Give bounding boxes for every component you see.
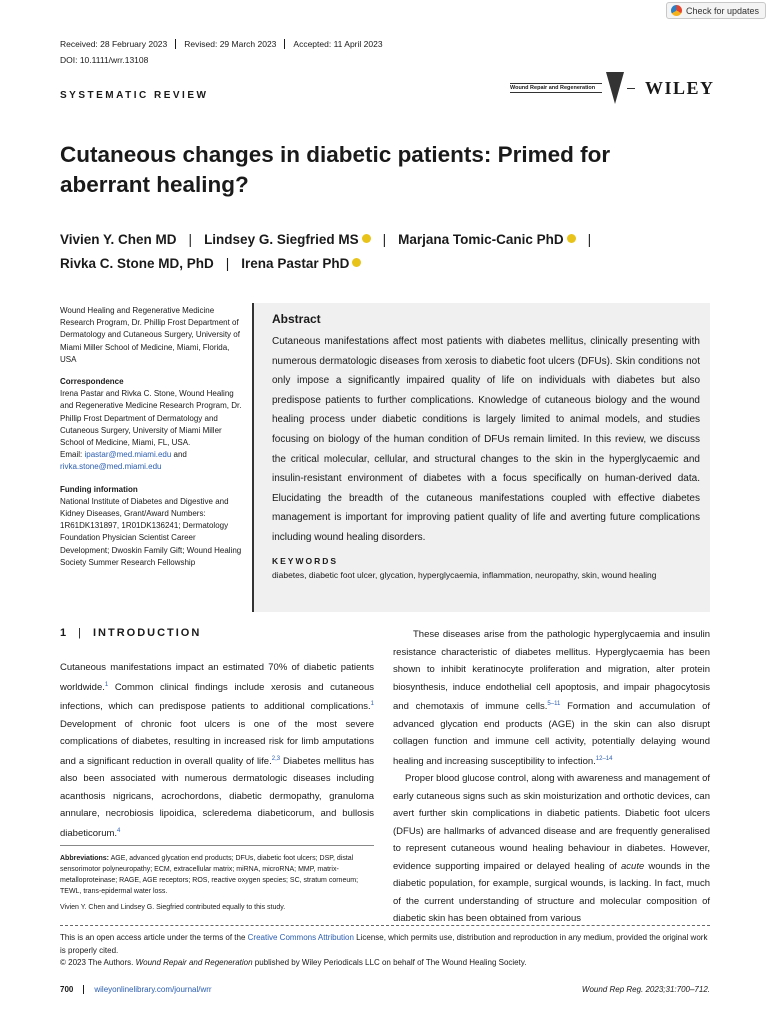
revised-date: Revised: 29 March 2023 [175,39,284,49]
citation-link[interactable]: 4 [117,827,121,834]
check-updates-label: Check for updates [686,5,760,16]
affiliation-sidebar [60,305,245,569]
abstract-heading: Abstract [272,312,321,326]
received-date: Received: 28 February 2023 [60,39,168,49]
check-for-updates-button[interactable] [666,2,766,19]
contribution-footnote: Vivien Y. Chen and Lindsey G. Siegfried contributed equally to this study. [60,904,286,911]
abstract-box [252,303,710,612]
publisher-logo: WILEY [645,77,715,98]
journal-url[interactable]: wileyonlinelibrary.com/journal/wrr [94,985,212,994]
author-name[interactable]: Vivien Y. Chen MD [60,232,177,247]
section-heading-introduction: 1 | INTRODUCTION [60,627,202,639]
logo-triangle-icon [606,72,624,104]
license-link[interactable]: Creative Commons Attribution [247,933,354,942]
correspondence-heading: Correspondence [60,377,124,387]
author-list: Vivien Y. Chen MD | Lindsey G. Siegfried MS | Marjana Tomic-Canic PhD | Rivka C. Stone MD, PhD | Irena Pastar PhD [60,232,592,271]
citation-link[interactable]: 12–14 [595,755,613,762]
citation-link[interactable]: 5–11 [547,701,561,707]
affiliation: Wound Healing and Regenerative Medicine Research Program, Dr. Phillip Frost Department of Dermatology and Cutaneous Surgery, University of Miami Miller School of Medicine, Miami, Florida, USA [60,306,240,364]
orcid-icon[interactable] [362,234,371,243]
author-name[interactable]: Marjana Tomic-Canic PhD [398,232,564,247]
abstract-text: Cutaneous manifestations affect most patients with diabetes mellitus, clinically presenting with numerous dermatologic diseases from xerosis to diabetic foot ulcers (DFUs). Skin conditions not only impose a significantly impaired quality of life on individuals with diabetes but also predispose patients to further complications. Knowledge of cutaneous biology and the wound healing process under diabetic conditions is largely limited to animal models, and studies focusing on biology of the human condition of DFUs remain limited. In this review, we discuss the critical molecular, cellular, and structural changes to the skin in the hyperglycaemic and insulin-resistant environment of diabetes with a focus specifically on human-derived data. Elucidating the breadth of the cutaneous manifestations coupled with effective diabetes management is important for improving patient quality of life and averting future complications including wound healing disorders. [272,336,700,543]
body-column-right [393,626,710,928]
page-number: 700 [60,985,84,994]
citation-link[interactable]: 1 [104,681,109,688]
article-title: Cutaneous changes in diabetic patients: Primed for aberrant healing? [60,142,611,197]
accepted-date: Accepted: 11 April 2023 [284,39,390,49]
email-link[interactable]: rivka.stone@med.miami.edu [60,462,162,472]
orcid-icon[interactable] [567,234,576,243]
citation-line: Wound Rep Reg. 2023;31:700–712. [581,985,710,994]
funding-heading: Funding information [60,484,138,494]
orcid-icon[interactable] [352,258,361,267]
doi: DOI: 10.1111/wrr.13108 [60,55,149,65]
paragraph: Proper blood glucose control, along with awareness and management of early cutaneous signs such as skin moisturization and orthotic devices, can avert further skin complications in diabetic patients. Diabetic foot ulcers (DFUs) are hallmarks of advanced disease and are frequently generalised to represent cutaneous wound healing behaviour in diabetes. However, evidence supporting impaired or delayed healing of acute wounds in the diabetic population, for example, surgical wounds, is lacking. In fact, much of the current understanding of structure and molecular composition of diabetic skin has been obtained from various [393,773,710,925]
abbreviations-footnote: Abbreviations: AGE, advanced glycation end products; DFUs, diabetic foot ulcers; DSP, distal sensorimotor polyneuropathy; ECM, extracellular matrix; miRNA, microRNA; MMP, matrix-metalloproteinase; RAGE, AGE receptors; ROS, reactive oxygen species; SC, stratum corneum; TEWL, trans-epidermal water loss. [60,855,359,895]
page-footer [60,985,710,994]
paragraph: Cutaneous manifestations impact an estimated 70% of diabetic patients worldwide.$^1$ Common clinical findings include xerosis and cutaneous infections, which can predispose patients to additional complications.$^1$ Development of chronic foot ulcers is one of the most severe complications of diabetes, resulting in increased risk for limb amputations and a significant reduction in overall quality of life.$^{2,3}$ Diabetes mellitus has also been associated with numerous dermatologic diseases including acanthosis nigricans, acrochordons, diabetic dermopathy, granuloma annulare, necrobiosis lipoidica, scleredema diabeticorum, and bullosis diabeticorum.$^4$ [60,662,374,840]
journal-name: Wound Repair and Regeneration [510,83,602,93]
footnote-divider [60,845,374,846]
keywords: diabetes, diabetic foot ulcer, glycation, hyperglycaemia, inflammation, neuropathy, skin, wound healing [272,569,657,580]
correspondence-text: Irena Pastar and Rivka C. Stone, Wound Healing and Regenerative Medicine Research Program, Dr. Phillip Frost Department of Dermatology and Cutaneous Surgery, University of Miami Miller School of Medicine, Miami, FL, USA. Email: ipastar@med.miami.edu and rivka.stone@med.miami.edu [60,389,242,472]
author-name[interactable]: Irena Pastar PhD [241,256,350,271]
crossmark-icon [671,5,682,16]
article-dates [60,39,391,49]
funding-text: National Institute of Diabetes and Digestive and Kidney Diseases, Grant/Award Numbers: 1R61DK131897, 1R01DK136241; Dermatology Foundation Physician Scientist Career Development; Dwoskin Family Gift; Wound Healing Society Summer Research Fellowship [60,496,242,567]
email-link[interactable]: ipastar@med.miami.edu [84,450,172,460]
license-notice: This is an open access article under the terms of the Creative Commons Attribution License, which permits use, distribution and reproduction in any medium, provided the original work is properly cited. © 2023 The Authors. Wound Repair and Regeneration published by Wiley Periodicals LLC on behalf of The Wound Healing Society. [60,933,708,967]
citation-link[interactable]: 1 [370,701,374,708]
author-name[interactable]: Lindsey G. Siegfried MS [204,232,359,247]
journal-logo [510,72,715,104]
keywords-heading: KEYWORDS [272,555,339,566]
citation-link[interactable]: 2,3 [271,755,281,762]
author-name[interactable]: Rivka C. Stone MD, PhD [60,256,214,271]
paragraph: These diseases arise from the pathologic hyperglycaemia and insulin resistance characteristic of diabetes mellitus. Hyperglycaemia has been shown to inhibit keratinocyte proliferation and migration, alter protein biosynthesis, induce endothelial cell apoptosis, and impair phagocytosis and chemotaxis of immune cells.$^{5-11}$ Formation and accumulation of advanced glycation end products (AGE) in the skin can also disrupt collagen function and immune cell activity, potentially delaying wound healing and increasing susceptibility to infection.$^{12-14}$ [393,629,710,767]
body-column-left [60,659,374,843]
article-type: SYSTEMATIC REVIEW [60,90,209,101]
license-divider [60,925,710,926]
